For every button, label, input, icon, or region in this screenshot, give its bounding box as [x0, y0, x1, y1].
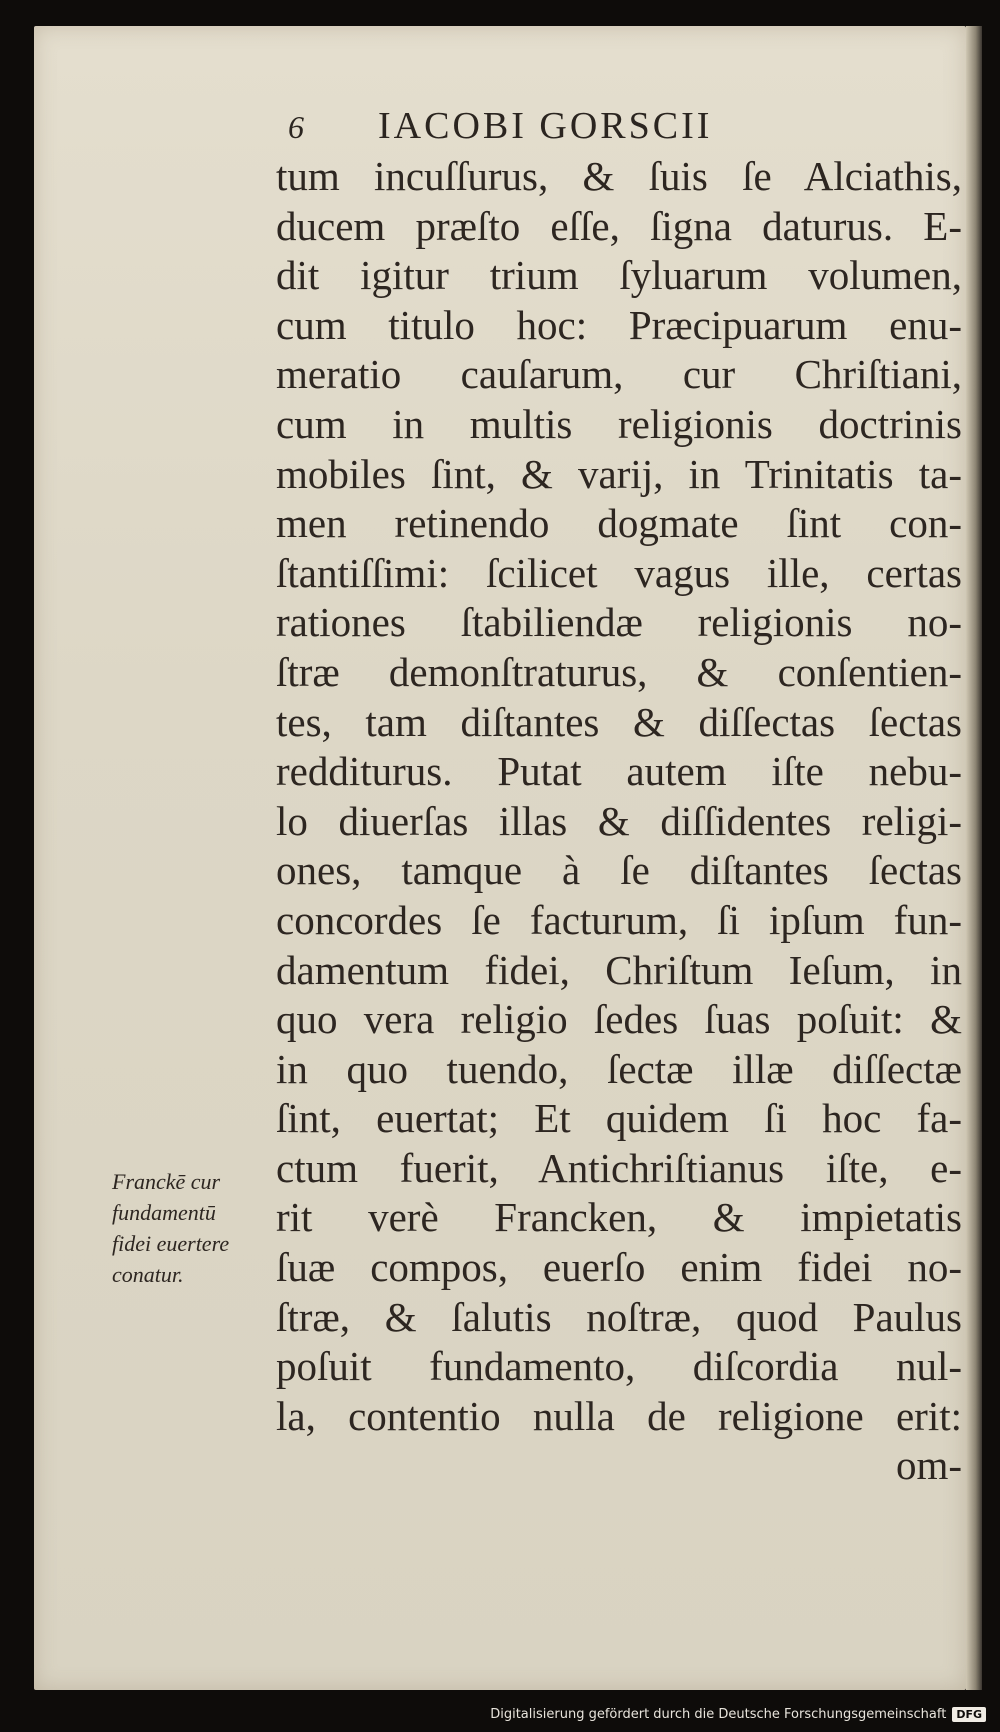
body-line: ducem præſto eſſe, ſigna daturus. E- [276, 202, 962, 249]
body-line: cum titulo hoc: Præcipuarum enu- [276, 301, 962, 348]
body-line: ſint, euertat; Et quidem ſi hoc fa- [276, 1095, 962, 1142]
body-line: quo vera religio ſedes ſuas poſuit: & [276, 996, 962, 1043]
body-line: poſuit fundamento, diſcordia nul- [276, 1343, 962, 1390]
body-line: meratio cauſarum, cur Chriſtiani, [276, 351, 962, 398]
body-line: om- [895, 1442, 962, 1489]
marginal-note-line: Franckē cur [112, 1169, 221, 1194]
body-line: rationes ſtabiliendæ religionis no- [276, 599, 962, 646]
body-line: men retinendo dogmate ſint con- [276, 500, 962, 547]
marginal-note-line: fundamentū [112, 1200, 216, 1225]
running-title: IACOBI GORSCII [378, 105, 713, 147]
body-text [276, 152, 962, 1491]
body-line: lo diuerſas illas & diſſidentes religi- [276, 797, 962, 844]
body-line: ſtræ, & ſalutis noſtræ, quod Paulus [276, 1293, 962, 1340]
page-number: 6 [288, 109, 307, 145]
running-header [288, 104, 908, 148]
body-line: mobiles ſint, & varij, in Trinitatis ta- [276, 450, 962, 497]
body-line: dit igitur trium ſyluarum volumen, [276, 252, 962, 299]
marginal-note [112, 1166, 270, 1290]
body-line: cum in multis religionis doctrinis [276, 400, 962, 447]
page-edge [966, 26, 982, 1690]
footer-credit-text: Digitalisierung gefördert durch die Deutsche Forschungsgemeinschaft [490, 1706, 947, 1722]
body-line: la, contentio nulla de religione erit: [276, 1392, 962, 1439]
marginal-note-line: conatur. [112, 1262, 184, 1287]
body-line: redditurus. Putat autem iſte nebu- [276, 748, 962, 795]
body-line: rit verè Francken, & impietatis [276, 1194, 962, 1241]
body-line: damentum fidei, Chriſtum Ieſum, in [276, 946, 962, 993]
body-line: ſtantiſſimi: ſcilicet vagus ille, certas [276, 549, 962, 596]
body-line: ſuæ compos, euerſo enim fidei no- [276, 1244, 962, 1291]
body-line: ctum fuerit, Antichriſtianus iſte, e- [276, 1144, 962, 1191]
dfg-logo: DFG [952, 1707, 986, 1722]
body-line: tes, tam diſtantes & diſſectas ſectas [276, 698, 962, 745]
body-line: in quo tuendo, ſectæ illæ diſſectæ [276, 1045, 962, 1092]
body-line: concordes ſe facturum, ſi ipſum fun- [276, 896, 962, 943]
body-line: tum incuſſurus, & ſuis ſe Alciathis, [276, 153, 962, 199]
marginal-note-line: fidei euertere [112, 1231, 230, 1256]
body-line: ones, tamque à ſe diſtantes ſectas [276, 847, 962, 894]
footer-credit [0, 1700, 1000, 1728]
body-line: ſtræ demonſtraturus, & conſentien- [276, 648, 962, 695]
